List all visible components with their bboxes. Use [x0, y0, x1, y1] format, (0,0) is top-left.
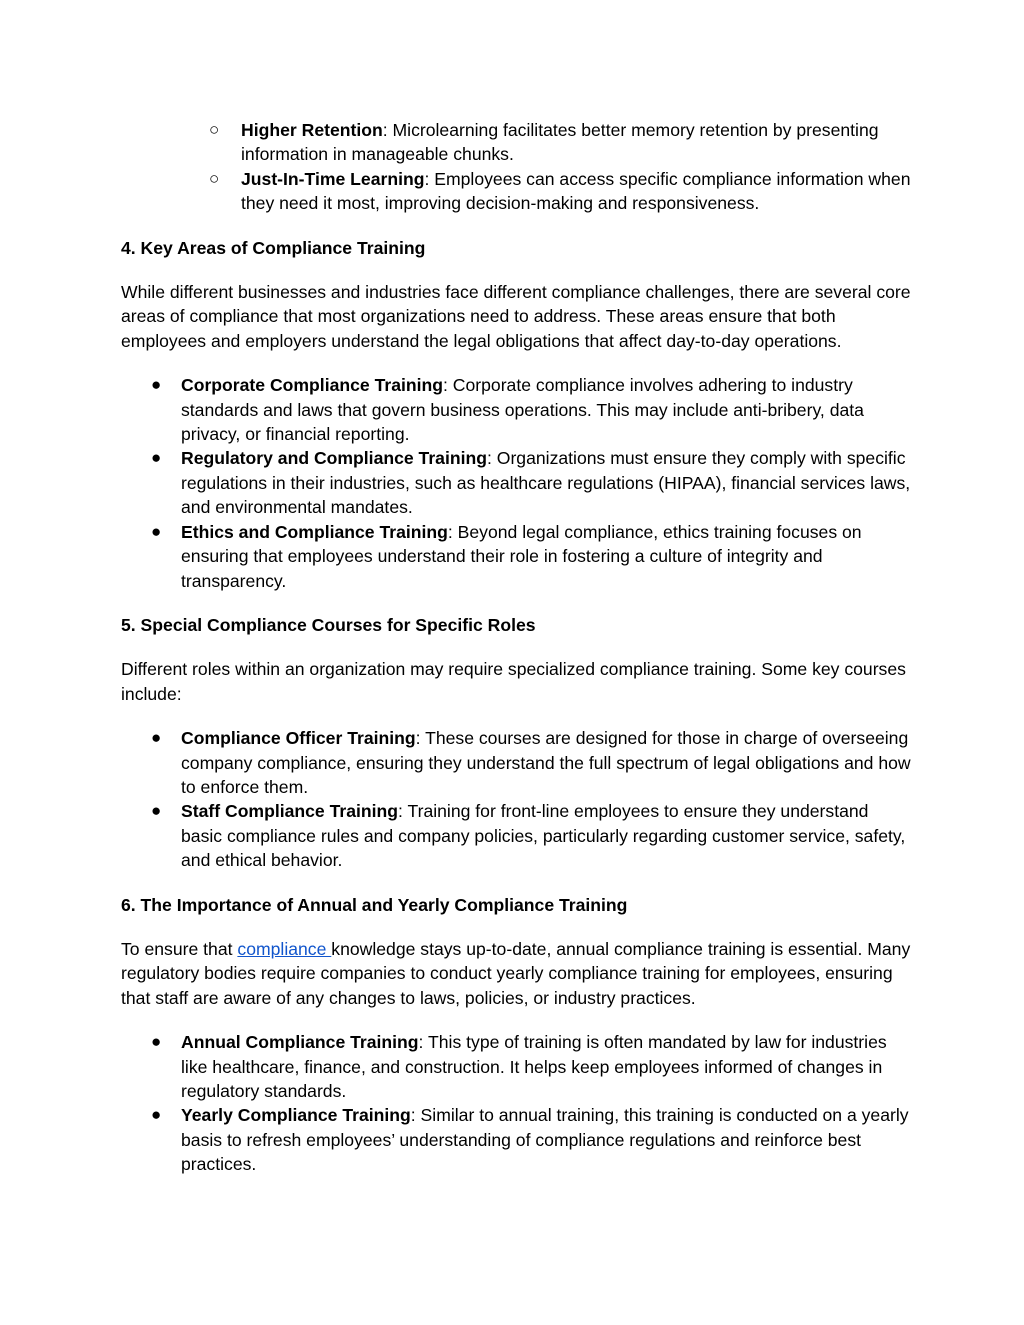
list-item	[121, 373, 911, 446]
filled-circle-bullet-icon: ●	[151, 375, 162, 395]
list-item-term: Ethics and Compliance Training	[181, 521, 448, 542]
list-item-text: : Microlearning facilitates better memory retention by presenting information in manageable chunks.	[241, 120, 879, 165]
list-item-term: Annual Compliance Training	[181, 1032, 419, 1053]
list-item-term: Compliance Officer Training	[181, 728, 416, 749]
filled-circle-bullet-icon: ●	[151, 1032, 162, 1052]
list-item	[121, 520, 911, 593]
list-item	[121, 167, 911, 216]
list-item-text: : Beyond legal compliance, ethics training focuses on ensuring that employees understand their role in fostering a culture of integrity and transparency.	[181, 521, 862, 591]
list-item-term: Yearly Compliance Training	[181, 1105, 411, 1126]
list-item-term: Staff Compliance Training	[181, 801, 399, 822]
list-item	[121, 118, 911, 167]
hollow-circle-bullet-icon: ○	[209, 168, 220, 188]
hollow-circle-bullet-icon: ○	[209, 120, 220, 139]
section-heading: 4. Key Areas of Compliance Training	[121, 237, 426, 258]
sub-bullet-list	[121, 118, 911, 216]
paragraph-text-before-link: To ensure that	[121, 938, 238, 959]
filled-circle-bullet-icon: ●	[151, 521, 162, 541]
list-item	[121, 1103, 911, 1176]
list-item-text: : Organizations must ensure they comply with specific regulations in their industries, such as healthcare regulations (HIPAA), financial services laws, and environmental mandates.	[181, 448, 911, 518]
list-item-text: : These courses are designed for those in charge of overseeing company compliance, ensuring they understand the full spectrum of legal obligations and how to enforce them.	[181, 728, 911, 797]
list-item-term: Just-In-Time Learning	[241, 168, 425, 189]
list-item	[121, 1030, 911, 1103]
bullet-list	[121, 726, 911, 872]
list-item	[121, 726, 911, 799]
filled-circle-bullet-icon: ●	[151, 1105, 162, 1125]
list-item-term: Regulatory and Compliance Training	[181, 448, 487, 469]
paragraph-text-after-link: knowledge stays up-to-date, annual compliance training is essential. Many regulatory bodies require companies to conduct yearly compliance training for employees, ensuring that staff are aware of any changes to laws, policies, or industry practices.	[121, 938, 911, 1008]
section-paragraph: While different businesses and industries face different compliance challenges, there are several core areas of compliance that most organizations need to address. These areas ensure that both employees and employers understand the legal obligations that affect day-to-day operations.	[121, 282, 911, 351]
bullet-list	[121, 373, 911, 593]
section-paragraph: Different roles within an organization may require specialized compliance training. Some key courses include:	[121, 659, 906, 704]
filled-circle-bullet-icon: ●	[151, 728, 162, 748]
section-heading: 6. The Importance of Annual and Yearly Compliance Training	[121, 894, 628, 915]
compliance-link[interactable]: compliance	[237, 938, 332, 959]
section-heading: 5. Special Compliance Courses for Specific Roles	[121, 614, 536, 635]
document-content	[121, 118, 911, 1177]
list-item-text: : Employees can access specific compliance information when they need it most, improving decision-making and responsiveness.	[241, 168, 911, 214]
list-item-text: : Corporate compliance involves adhering to industry standards and laws that govern business operations. This may include anti-bribery, data privacy, or financial reporting.	[181, 375, 864, 445]
list-item-term: Higher Retention	[241, 120, 383, 140]
list-item-text: : This type of training is often mandated by law for industries like healthcare, finance, and construction. It helps keep employees informed of changes in regulatory standards.	[181, 1032, 887, 1101]
filled-circle-bullet-icon: ●	[151, 801, 162, 821]
list-item	[121, 446, 911, 519]
list-item-text: : Similar to annual training, this training is conducted on a yearly basis to refresh employees’ understanding of compliance regulations and reinforce best practices.	[181, 1105, 909, 1175]
filled-circle-bullet-icon: ●	[151, 448, 162, 468]
list-item	[121, 799, 911, 872]
list-item-text: : Training for front-line employees to ensure they understand basic compliance rules and company policies, particularly regarding customer service, safety, and ethical behavior.	[181, 801, 906, 871]
bullet-list	[121, 1030, 911, 1176]
section-paragraph	[121, 937, 911, 1010]
list-item-term: Corporate Compliance Training	[181, 375, 443, 396]
